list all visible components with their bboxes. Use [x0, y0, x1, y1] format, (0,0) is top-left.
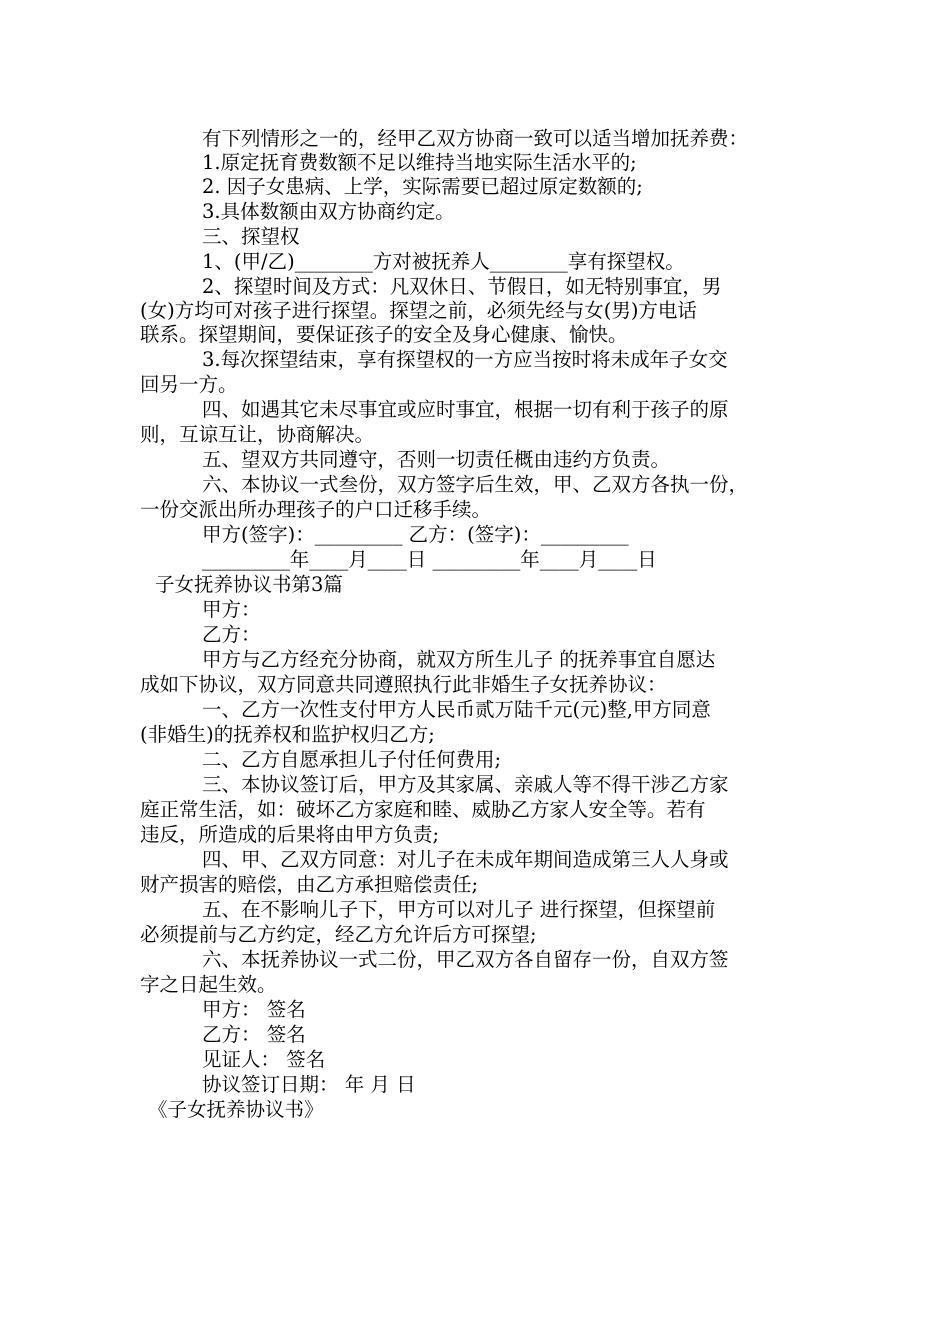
paragraph-line: 六、本抚养协议一式二份，甲乙双方各自留存一份，自双方签: [202, 948, 729, 971]
paragraph-line: 甲方与乙方经充分协商，就双方所生儿子 的抚养事宜自愿达: [202, 648, 716, 671]
paragraph-line: (女)方均可对孩子进行探望。探望之前，必须先经与女(男)方电话: [140, 299, 697, 322]
paragraph-line: 四、如遇其它未尽事宜或应时事宜，根据一切有利于孩子的原: [202, 398, 729, 421]
paragraph-line: 2. 因子女患病、上学，实际需要已超过原定数额的;: [202, 175, 643, 198]
party-b-label: 乙方：: [202, 623, 261, 646]
paragraph-line: 有下列情形之一的，经甲乙双方协商一致可以适当增加抚养费：: [202, 127, 749, 150]
party-a-signature: 甲方： 签名: [202, 998, 306, 1021]
paragraph-line: 3.每次探望结束，享有探望权的一方应当按时将未成年子女交: [202, 348, 728, 371]
party-a-label: 甲方：: [202, 598, 261, 621]
paragraph-line: 财产损害的赔偿，由乙方承担赔偿责任;: [140, 873, 479, 896]
section-heading: 三、探望权: [202, 225, 300, 248]
paragraph-line: 3.具体数额由双方协商约定。: [202, 200, 455, 223]
paragraph-line: 三、本协议签订后，甲方及其家属、亲戚人等不得干涉乙方家: [202, 773, 729, 796]
paragraph-line: 庭正常生活，如：破坏乙方家庭和睦、威胁乙方家人安全等。若有: [140, 798, 706, 821]
party-b-signature: 乙方： 签名: [202, 1023, 306, 1046]
paragraph-line: 六、本协议一式叁份，双方签字后生效，甲、乙双方各执一份，: [202, 473, 749, 496]
paragraph-line: 1.原定抚育费数额不足以维持当地实际生活水平的;: [202, 151, 637, 174]
paragraph-line: 1、(甲/乙)________方对被抚养人________享有探望权。: [202, 250, 685, 273]
paragraph-line: 成如下协议，双方同意共同遵照执行此非婚生子女抚养协议：: [140, 673, 667, 696]
witness-signature: 见证人： 签名: [202, 1048, 326, 1071]
paragraph-line: 联系。探望期间，要保证孩子的安全及身心健康、愉快。: [140, 323, 628, 346]
paragraph-line: 回另一方。: [140, 373, 238, 396]
paragraph-line: 必须提前与乙方约定，经乙方允许后方可探望;: [140, 923, 537, 946]
paragraph-line: 四、甲、乙双方同意：对儿子在未成年期间造成第三人人身或: [202, 848, 729, 871]
paragraph-line: 2、探望时间及方式：凡双休日、节假日，如无特别事宜，男: [202, 275, 722, 298]
paragraph-line: 字之日起生效。: [140, 973, 277, 996]
paragraph-line: 五、在不影响儿子下，甲方可以对儿子 进行探望，但探望前: [202, 898, 716, 921]
paragraph-line: 则，互谅互让，协商解决。: [140, 423, 375, 446]
signature-line: 甲方(签字)：_________ 乙方：(签字)：_________: [202, 523, 629, 546]
document-footer-title: 《子女抚养协议书》: [148, 1098, 324, 1121]
document-heading: 子女抚养协议书第3篇: [155, 573, 343, 596]
paragraph-line: 五、望双方共同遵守，否则一切责任概由违约方负责。: [202, 448, 671, 471]
paragraph-line: 违反，所造成的后果将由甲方负责;: [140, 823, 440, 846]
date-line: _________年____月____日 _________年____月____日: [202, 548, 657, 571]
paragraph-line: 二、乙方自愿承担儿子付任何费用;: [202, 748, 502, 771]
paragraph-line: 一、乙方一次性支付甲方人民币贰万陆千元(元)整,甲方同意: [202, 698, 711, 721]
paragraph-line: 一份交派出所办理孩子的户口迁移手续。: [140, 498, 492, 521]
signing-date: 协议签订日期： 年 月 日: [202, 1073, 416, 1096]
paragraph-line: (非婚生)的抚养权和监护权归乙方;: [140, 723, 435, 746]
